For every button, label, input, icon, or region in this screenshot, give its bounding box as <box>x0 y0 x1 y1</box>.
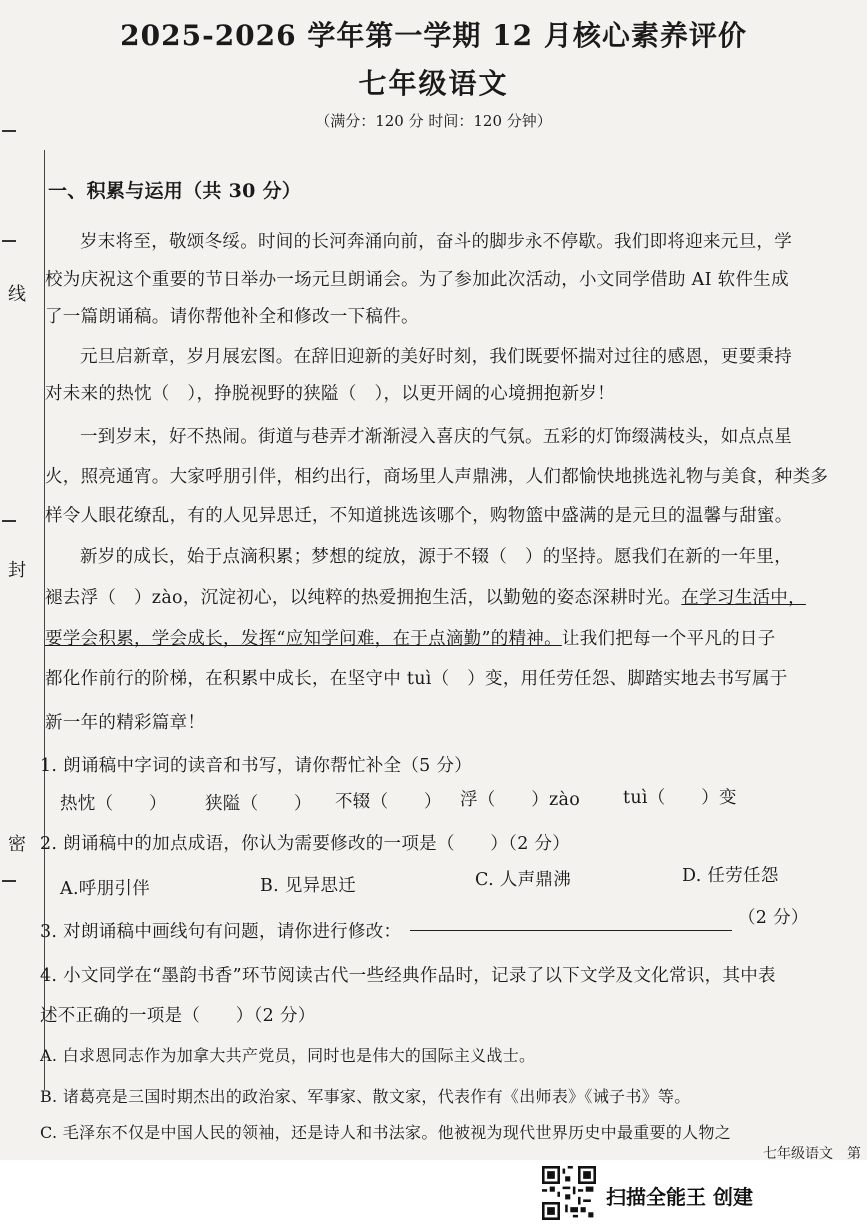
passage-line: 对未来的热忱（ ），挣脱视野的狭隘（ ），以更开阔的心境拥抱新岁！ <box>45 384 615 404</box>
exam-subtitle: 七年级语文 <box>358 67 509 100</box>
passage-line: 新岁的成长，始于点滴积累；梦想的绽放，源于不辍（ ）的坚持。愿我们在新的一年里， <box>80 547 792 567</box>
question-3-score: （2 分） <box>738 908 809 928</box>
margin-tick <box>2 240 16 242</box>
q1-item: 热忱（ ） <box>60 794 167 814</box>
q4-option: C. 毛泽东不仅是中国人民的领袖，还是诗人和书法家。他被视为现代世界历史中最重要的人物之 <box>40 1123 732 1142</box>
passage-line: 都化作前行的阶梯，在积累中成长，在坚守中 tuì（ ）变，用任劳任怨、脚踏实地去书写属于 <box>45 669 788 689</box>
q4-option: B. 诸葛亮是三国时期杰出的政治家、军事家、散文家，代表作有《出师表》《诫子书》等。 <box>40 1087 691 1106</box>
passage-line: 新一年的精彩篇章！ <box>45 713 206 733</box>
page-footer: 七年级语文 第 <box>763 1146 861 1160</box>
question-4-stem: 述不正确的一项是（ ）（2 分） <box>40 1006 316 1026</box>
passage-line: 校为庆祝这个重要的节日举办一场元旦朗诵会。为了参加此次活动，小文同学借助 AI 软件生成 <box>45 270 789 290</box>
passage-line: 元旦启新章，岁月展宏图。在辞旧迎新的美好时刻，我们既要怀揣对过往的感恩，更要秉持 <box>80 347 792 367</box>
passage-text: 让我们把每一个平凡的日子 <box>561 629 776 649</box>
question-2-stem: 2. 朗诵稿中的加点成语，你认为需要修改的一项是（ ）（2 分） <box>40 834 571 854</box>
margin-char-line: 线 <box>8 284 26 305</box>
passage-line: 岁末将至，敬颂冬绥。时间的长河奔涌向前，奋斗的脚步永不停歇。我们即将迎来元旦，学 <box>80 232 792 252</box>
q2-option: C. 人声鼎沸 <box>475 870 571 890</box>
scanner-watermark-label: 扫描全能王 创建 <box>606 1185 753 1209</box>
question-1-stem: 1. 朗诵稿中字词的读音和书写，请你帮忙补全（5 分） <box>40 756 473 776</box>
passage-line: 一到岁末，好不热闹。街道与巷弄才渐渐浸入喜庆的气氛。五彩的灯饰缀满枝头，如点点星 <box>80 427 792 447</box>
section-heading: 一、积累与运用（共 30 分） <box>48 180 302 202</box>
underlined-sentence: 要学会积累，学会成长，发挥“应知学问难，在于点滴勤”的精神。 <box>45 629 562 649</box>
passage-line <box>45 584 806 609</box>
qr-code-icon <box>542 1166 596 1220</box>
q1-item: 不辍（ ） <box>335 792 442 812</box>
exam-meta: （满分：120 分 时间：120 分钟） <box>315 112 552 130</box>
passage-line: 了一篇朗诵稿。请你帮他补全和修改一下稿件。 <box>45 307 419 327</box>
margin-char-seal: 封 <box>8 560 26 581</box>
passage-line: 样令人眼花缭乱，有的人见异思迁，不知道挑选该哪个，购物篮中盛满的是元旦的温馨与甜蜜。 <box>45 506 793 526</box>
question-4-stem: 4. 小文同学在“墨韵书香”环节阅读古代一些经典作品时，记录了以下文学及文化常识，其中表 <box>40 966 776 986</box>
exam-title: 2025-2026 学年第一学期 12 月核心素养评价 <box>120 19 747 52</box>
binding-margin-line <box>44 150 45 1090</box>
question-3-stem: 3. 对朗诵稿中画线句有问题，请你进行修改： <box>40 922 402 942</box>
q2-option: D. 任劳任怨 <box>682 866 779 886</box>
q1-item: tuì（ ）变 <box>623 788 737 808</box>
passage-line: 火，照亮通宵。大家呼朋引伴，相约出行，商场里人声鼎沸，人们都愉快地挑选礼物与美食，种类多 <box>45 467 829 487</box>
answer-blank <box>410 930 732 931</box>
margin-tick <box>2 520 16 522</box>
q4-option: A. 白求恩同志作为加拿大共产党员，同时也是伟大的国际主义战士。 <box>40 1046 536 1065</box>
q1-item: 狭隘（ ） <box>205 794 312 814</box>
q2-option: A.呼朋引伴 <box>60 879 151 899</box>
q1-item: 浮（ ）zào <box>460 790 581 810</box>
margin-tick <box>2 880 16 882</box>
margin-char-secret: 密 <box>8 834 26 855</box>
passage-line <box>45 625 776 650</box>
q2-option: B. 见异思迁 <box>260 876 357 896</box>
underlined-sentence: 在学习生活中， <box>681 588 806 608</box>
passage-text: 褪去浮（ ）zào，沉淀初心，以纯粹的热爱拥抱生活，以勤勉的姿态深耕时光。 <box>45 588 682 608</box>
